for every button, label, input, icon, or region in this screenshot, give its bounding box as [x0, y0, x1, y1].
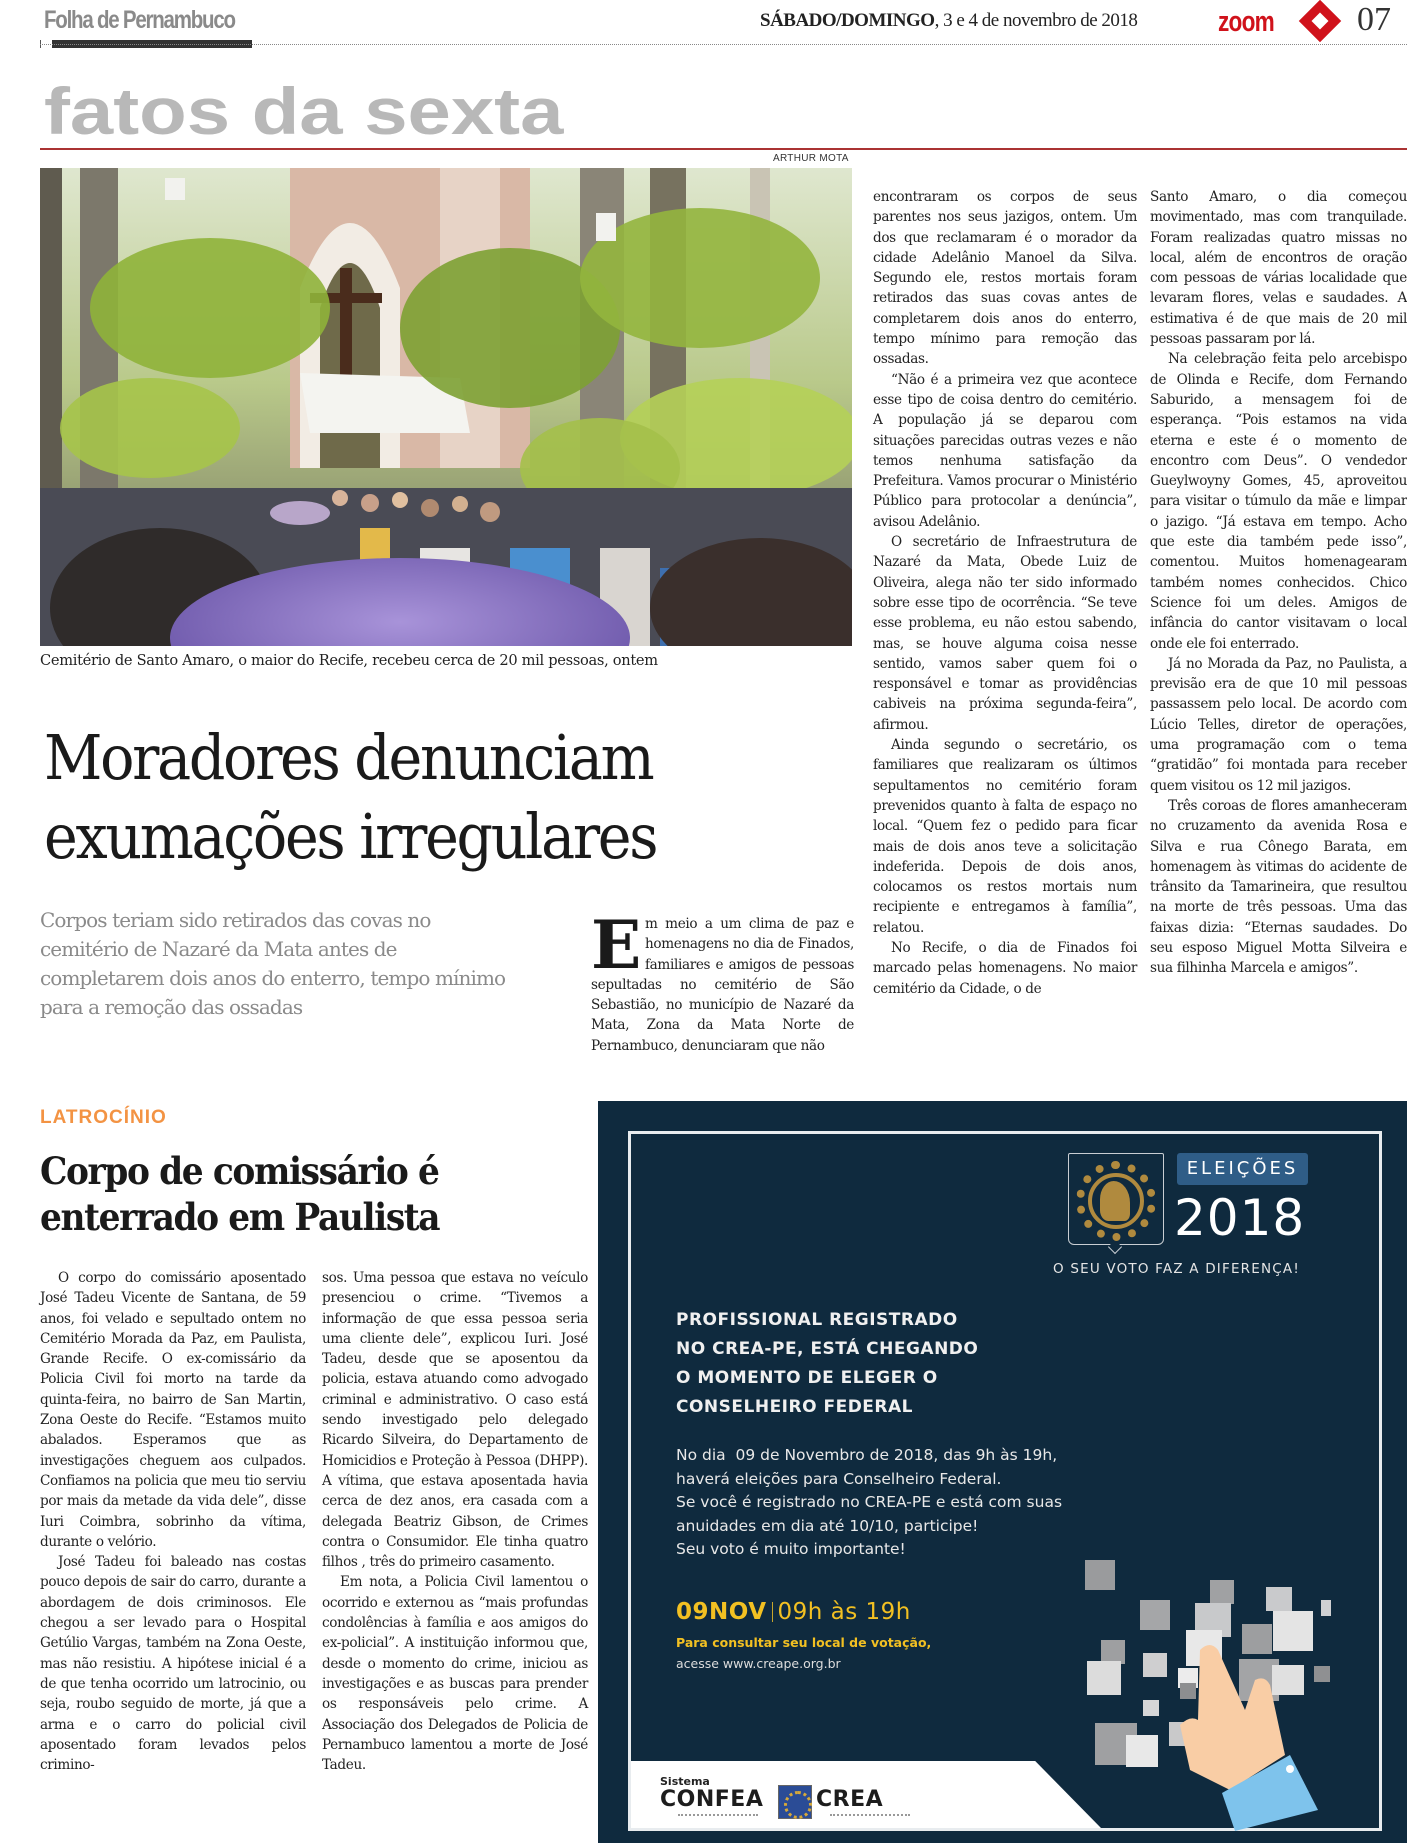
ad-heading-line: PROFISSIONAL REGISTRADO: [676, 1310, 958, 1330]
story-paragraph: José Tadeu foi baleado nas costas pouco depois de sair do carro, durante a abordagem de dois criminosos. Ele chegou a ser levado para o Hospital Getúlio Vargas, também na Zona Oeste, mas não resistiu. A hipótese inicial é a de que tenha ocorrido um latrocinio, ou seja, roubo seguido de morte, já que a arma e o carro do policial civil aposentado foram levados pelos crimino-: [40, 1554, 306, 1774]
story-paragraph: Já no Morada da Paz, no Paulista, a previsão era de que 10 mil pessoas passassem pelo local. De acordo com Lúcio Telles, diretor de operações, uma programação com o tema “gratidão” foi montada para receber quem visitou os 12 mil jazigos.: [1150, 655, 1407, 794]
second-story-column-2: [322, 1268, 588, 1775]
headline-line-1: Moradores denunciam: [44, 721, 653, 794]
crea-logo: CREA: [816, 1787, 884, 1812]
ad-body-line: Se você é registrado no CREA-PE e está com suas: [676, 1493, 1063, 1511]
ad-body: [676, 1444, 1062, 1562]
issue-date: [760, 10, 1137, 32]
ad-tagline: O SEU VOTO FAZ A DIFERENÇA!: [1053, 1261, 1300, 1277]
ad-heading-line: CONSELHEIRO FEDERAL: [676, 1397, 913, 1417]
main-story-column-3: [1150, 187, 1407, 979]
second-headline: Corpo de comissário é enterrado em Paulista: [40, 1149, 440, 1239]
masthead: [0, 0, 1407, 46]
crea-seal-icon: [778, 1785, 812, 1819]
story-paragraph: Três coroas de flores amanheceram no cruzamento da avenida Rosa e Silva e rua Cônego Barata, em homenagem às vitimas do acidente de trânsito da Tamarineira, que resultou na morte de três pessoas. Uma das faixas dizia: “Eternas saudades. Do seu esposo Miguel Motta Silveira e sua filhinha Marcela e amigos”.: [1150, 797, 1407, 977]
photo-cemetery-crowd-icon: [40, 168, 852, 646]
story-paragraph: encontraram os corpos de seus parentes nos seus jazigos, ontem. Um dos que reclamaram é o morador da cidade Adelânio Manoel da Silva. Segundo ele, restos mortais foram retirados das suas covas antes de completarem dois anos do enterro, tempo mínimo para remoção das ossadas.: [873, 189, 1137, 368]
story-paragraph: sos. Uma pessoa que estava no veículo presenciou o crime. “Tivemos a informação de que essa pessoa seria uma cliente dele”, explicou Iuri. José Tadeu, desde que se aposentou da policia, estava atuando como advogado criminal e administrativo. O caso está sendo investigado pelo delegado Ricardo Silveira, do Departamento de Homicidios e Proteção à Pessoa (DHPP). A vítima, que estava aposentada havia cerca de dez anos, era casada com a delegada Beatriz Gibson, de Crimes contra o Consumidor. Ele tinha quatro filhos , três do primeiro casamento.: [322, 1270, 588, 1571]
story-deck: Corpos teriam sido retirados das covas no cemitério de Nazaré da Mata antes de completarem dois anos do enterro, tempo mínimo para a remoção das ossadas: [40, 908, 506, 1019]
section-rule: [40, 148, 1407, 150]
story-paragraph: No Recife, o dia de Finados foi marcado pelas homenagens. No maior cemitério da Cidade, o de: [873, 939, 1137, 997]
story-paragraph: Em meio a um clima de paz e homenagens no dia de Finados, familiares e amigos de pessoas sepultadas no cemitério de São Sebastião, no município de Nazaré da Mata, Zona da Mata Norte de Pernambuco, denunciaram que não: [591, 906, 854, 1054]
elections-badge: ELEIÇÕES: [1177, 1153, 1308, 1185]
hand-touching-cubes-icon: [1040, 1540, 1380, 1831]
section-name: zoom: [1218, 6, 1274, 38]
issue-day: SÁBADO/DOMINGO: [760, 10, 935, 31]
confea-logo: CONFEA: [660, 1787, 764, 1812]
crea-election-ad: [598, 1101, 1407, 1843]
headline-line-2: exumações irregulares: [44, 800, 657, 873]
newspaper-name: Folha de Pernambuco: [44, 6, 235, 34]
story-paragraph: Em nota, a Policia Civil lamentou o ocorrido e externou as “mais profundas condolências à família e aos amigos do ex-policial”. A instituição informou que, desde o momento do crime, iniciou as investigações e as buscas para prender os responsáveis pelo crime. A Associação dos Delegados de Policia de Pernambuco lamentou a morte de José Tadeu.: [322, 1574, 588, 1774]
ad-url-link[interactable]: acesse www.creape.org.br: [676, 1656, 841, 1671]
section-title: fatos da sexta: [44, 74, 564, 148]
story-paragraph: Na celebração feita pelo arcebispo de Olinda e Recife, dom Fernando Saburido, a mensagem foi de esperança. “Pois estamos na vida eterna e este é o momento de encontro com Deus”. O vendedor Gueylwoyny Gomes, 45, aproveitou para visitar o túmulo da mãe e limpar o jazigo. “Já estava em tempo. Acho que este dia também pede isso”, comentou. Muitos homenagearam também nomes conhecidos. Chico Science foi um deles. Amigos de infância do cantor visitavam o local onde ele foi enterrado.: [1150, 351, 1407, 652]
story-kicker: LATROCÍNIO: [40, 1107, 167, 1128]
story-paragraph: Santo Amaro, o dia começou movimentado, mas com tranquilade. Foram realizadas quatro missas no local, além de encontros de oração com pessoas de várias localidade que levaram flores, velas e saudades. A estimativa é de que mais de 20 mil pessoas passaram por lá.: [1150, 189, 1407, 348]
minerva-head-icon: [1100, 1181, 1130, 1221]
main-photo: [40, 168, 852, 646]
story-paragraph: “Não é a primeira vez que acontece esse tipo de coisa dentro do cemitério. A população já se deparou com situações parecidas outras vezes e não temos nenhuma satisfação da Prefeitura. Vamos procurar o Ministério Público para protocolar a denúncia”, avisou Adelânio.: [873, 371, 1137, 530]
photo-caption: Cemitério de Santo Amaro, o maior do Recife, recebeu cerca de 20 mil pessoas, ontem: [40, 652, 658, 669]
ad-consult-text: Para consultar seu local de votação,: [676, 1635, 932, 1650]
crea-fine-print: [830, 1814, 910, 1816]
ad-body-line: Seu voto é muito importante!: [676, 1540, 906, 1558]
election-year: 2018: [1174, 1189, 1306, 1247]
ad-heading-line: O MOMENTO DE ELEGER O: [676, 1368, 938, 1388]
date-separator: [772, 1602, 773, 1622]
main-story-column-2: [873, 187, 1137, 999]
election-date: [676, 1599, 911, 1625]
election-hours: 09h às 19h: [777, 1599, 911, 1625]
ad-heading: [676, 1306, 978, 1422]
second-story-column-1: [40, 1268, 306, 1775]
issue-date-text: , 3 e 4 de novembro de 2018: [934, 10, 1138, 31]
story-paragraph: O corpo do comissário aposentado José Tadeu Vicente de Santana, de 59 anos, foi velado e sepultado ontem no Cemitério Morada da Paz, em Paulista, Grande Recife. O ex-comissário da Policia Civil foi morto na tarde da quinta-feira, no bairro de San Martin, Zona Oeste do Recife. “Estamos muito abalados. Esperamos que as investigações cheguem aos culpados. Confiamos na policia que meu tio serviu por mais da metade da vida dele”, disse Iuri Coimbra, sobrinho da vítima, durante o velório.: [40, 1270, 306, 1550]
diamond-logo-icon: [1299, 0, 1341, 42]
ad-heading-line: NO CREA-PE, ESTÁ CHEGANDO: [676, 1339, 979, 1359]
ad-body-line: No dia 09 de Novembro de 2018, das 9h às 19h,: [676, 1446, 1058, 1464]
story-paragraph: O secretário de Infraestrutura de Nazaré da Mata, Obede Luiz de Oliveira, alega não ter sido informado sobre esse tipo de ocorrência. “Se teve esse problema, eu não estou sabendo, mas, se houve alguma coisa nesse sentido, vamos saber quem foi o responsável e tomar as providências cabiveis na próxima segunda-feira”, afirmou.: [873, 534, 1137, 733]
photo-credit: ARTHUR MOTA: [773, 153, 849, 164]
confea-fine-print: [678, 1814, 758, 1816]
page-number: 07: [1357, 1, 1391, 38]
main-headline: [44, 718, 872, 876]
ad-body-line: haverá eleições para Conselheiro Federal.: [676, 1469, 1002, 1488]
story-paragraph: Ainda segundo o secretário, os familiares que realizaram os últimos sepultamentos no cemitério foram prevenidos quanto à falta de espaço no local. “Quem fez o pedido para ficar mais de dois anos teve a solicitação indeferida. Depois de dois anos, colocamos os restos mortais num recipiente e entregamos à família”, relatou.: [873, 737, 1137, 936]
masthead-rule: [40, 44, 1407, 45]
ad-body-line: anuidades em dia até 10/10, participe!: [676, 1516, 979, 1535]
main-story-column-1: [591, 906, 854, 1056]
drop-cap: E: [591, 906, 641, 984]
sistema-label: Sistema: [660, 1775, 710, 1788]
election-day: 09NOV: [676, 1599, 767, 1625]
